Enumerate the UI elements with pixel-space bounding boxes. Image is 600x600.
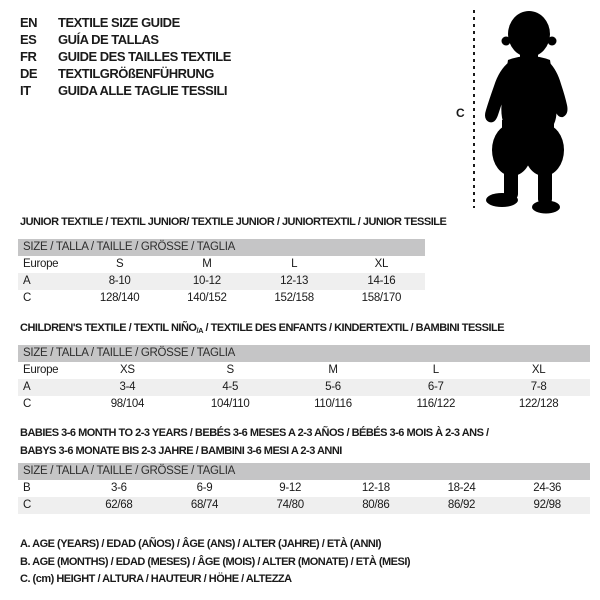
height-dotted-line bbox=[473, 10, 475, 208]
footnote-a: A. AGE (YEARS) / EDAD (AÑOS) / ÂGE (ANS) / ALTER (JAHRE) / ETÀ (ANNI) bbox=[20, 538, 382, 550]
babies-size-table bbox=[18, 463, 590, 514]
size-cell: M bbox=[202, 258, 212, 270]
size-cell: XS bbox=[120, 364, 135, 376]
size-cell: 6-9 bbox=[196, 482, 213, 494]
row-label: C bbox=[23, 398, 32, 410]
size-cell: 122/128 bbox=[518, 398, 559, 410]
size-cell: S bbox=[115, 258, 124, 270]
size-cell: 7-8 bbox=[530, 381, 547, 393]
baby-silhouette-icon bbox=[478, 8, 578, 216]
size-cell: 12-13 bbox=[280, 275, 309, 287]
language-code: IT bbox=[20, 83, 31, 98]
size-cell: 128/140 bbox=[99, 292, 140, 304]
list-item bbox=[20, 14, 231, 31]
table-row bbox=[18, 290, 425, 307]
size-cell: M bbox=[328, 364, 338, 376]
size-cell: 9-12 bbox=[279, 482, 302, 494]
size-table-header: SIZE / TALLA / TAILLE / GRÖSSE / TAGLIA bbox=[18, 239, 425, 256]
size-table-header: SIZE / TALLA / TAILLE / GRÖSSE / TAGLIA bbox=[18, 463, 590, 480]
size-cell: XL bbox=[531, 364, 546, 376]
language-code: FR bbox=[20, 49, 37, 64]
size-table-header: SIZE / TALLA / TAILLE / GRÖSSE / TAGLIA bbox=[18, 345, 590, 362]
table-row bbox=[18, 379, 590, 396]
size-cell: 98/104 bbox=[110, 398, 145, 410]
size-cell: L bbox=[291, 258, 298, 270]
size-cell: 140/152 bbox=[187, 292, 227, 304]
row-label: C bbox=[23, 292, 32, 304]
row-label: Europe bbox=[23, 258, 59, 270]
children-size-table bbox=[18, 345, 590, 413]
table-row bbox=[18, 497, 590, 514]
row-label: A bbox=[23, 275, 31, 287]
size-cell: 3-6 bbox=[110, 482, 127, 494]
size-cell: 10-12 bbox=[192, 275, 221, 287]
language-code: DE bbox=[20, 66, 38, 81]
table-row bbox=[18, 273, 425, 290]
table-row bbox=[18, 362, 590, 379]
height-measure-label: C bbox=[456, 106, 465, 120]
language-title: TEXTILGRÖßENFÜHRUNG bbox=[58, 66, 214, 81]
babies-title-line1: BABIES 3-6 MONTH TO 2-3 YEARS / BEBÉS 3-6 MESES A 2-3 AÑOS / BÉBÉS 3-6 MOIS À 2-3 ANS / bbox=[20, 427, 489, 439]
footnote-b: B. AGE (MONTHS) / EDAD (MESES) / ÂGE (MOIS) / ALTER (MONATE) / ETÀ (MESI) bbox=[20, 555, 411, 568]
size-cell: 80/86 bbox=[362, 499, 390, 511]
language-title: GUÍA DE TALLAS bbox=[58, 32, 159, 47]
language-title: GUIDA ALLE TAGLIE TESSILI bbox=[58, 83, 228, 98]
size-cell: 3-4 bbox=[119, 381, 136, 393]
children-title-subscript: /A bbox=[196, 326, 203, 335]
size-cell: XL bbox=[374, 258, 389, 270]
size-cell: 158/170 bbox=[361, 292, 402, 304]
size-cell: 86/92 bbox=[447, 499, 476, 511]
size-cell: 116/122 bbox=[416, 398, 456, 410]
size-cell: L bbox=[432, 364, 439, 376]
size-cell: 18-24 bbox=[447, 482, 476, 494]
size-cell: 5-6 bbox=[325, 381, 341, 393]
size-cell: 12-18 bbox=[361, 482, 390, 494]
children-title-text: CHILDREN'S TEXTILE / TEXTIL NIÑO bbox=[20, 322, 197, 334]
size-cell: 6-7 bbox=[427, 381, 444, 393]
babies-title-line2: BABYS 3-6 MONATE BIS 2-3 JAHRE / BAMBINI 3-6 MESI A 2-3 ANNI bbox=[20, 445, 342, 457]
table-row bbox=[18, 480, 590, 497]
babies-section-title bbox=[20, 424, 489, 460]
size-cell: 14-16 bbox=[367, 275, 396, 287]
children-title-text: / TEXTILE DES ENFANTS / KINDERTEXTIL / BAMBINI TESSILE bbox=[202, 322, 505, 334]
junior-section-title: JUNIOR TEXTILE / TEXTIL JUNIOR/ TEXTILE JUNIOR / JUNIORTEXTIL / JUNIOR TESSILE bbox=[20, 216, 447, 228]
row-label: Europe bbox=[23, 364, 59, 376]
row-label: C bbox=[23, 499, 32, 511]
size-cell: 104/110 bbox=[210, 398, 250, 410]
size-cell: S bbox=[226, 364, 234, 376]
footnote-c: C. (cm) HEIGHT / ALTURA / HAUTEUR / HÖHE / ALTEZZA bbox=[20, 573, 292, 585]
language-code: EN bbox=[20, 15, 38, 30]
table-row bbox=[18, 396, 590, 413]
list-item bbox=[20, 31, 231, 48]
size-cell: 4-5 bbox=[222, 381, 239, 393]
language-code: ES bbox=[20, 32, 37, 47]
children-section-title bbox=[20, 322, 504, 337]
table-row bbox=[18, 256, 425, 273]
junior-size-table bbox=[18, 239, 425, 307]
size-cell: 24-36 bbox=[533, 482, 562, 494]
row-label: A bbox=[23, 381, 31, 393]
size-cell: 8-10 bbox=[108, 275, 131, 287]
size-cell: 152/158 bbox=[274, 292, 314, 304]
size-cell: 62/68 bbox=[105, 499, 133, 511]
size-cell: 110/116 bbox=[314, 398, 352, 410]
language-title-list bbox=[20, 14, 231, 99]
legend-footnotes bbox=[20, 536, 410, 589]
list-item bbox=[20, 82, 231, 99]
row-label: B bbox=[23, 482, 31, 494]
list-item bbox=[20, 65, 231, 82]
language-title: GUIDE DES TAILLES TEXTILE bbox=[58, 49, 231, 64]
language-title: TEXTILE SIZE GUIDE bbox=[58, 15, 180, 30]
size-cell: 74/80 bbox=[276, 499, 304, 511]
size-cell: 68/74 bbox=[190, 499, 219, 511]
size-cell: 92/98 bbox=[533, 499, 561, 511]
list-item bbox=[20, 48, 231, 65]
